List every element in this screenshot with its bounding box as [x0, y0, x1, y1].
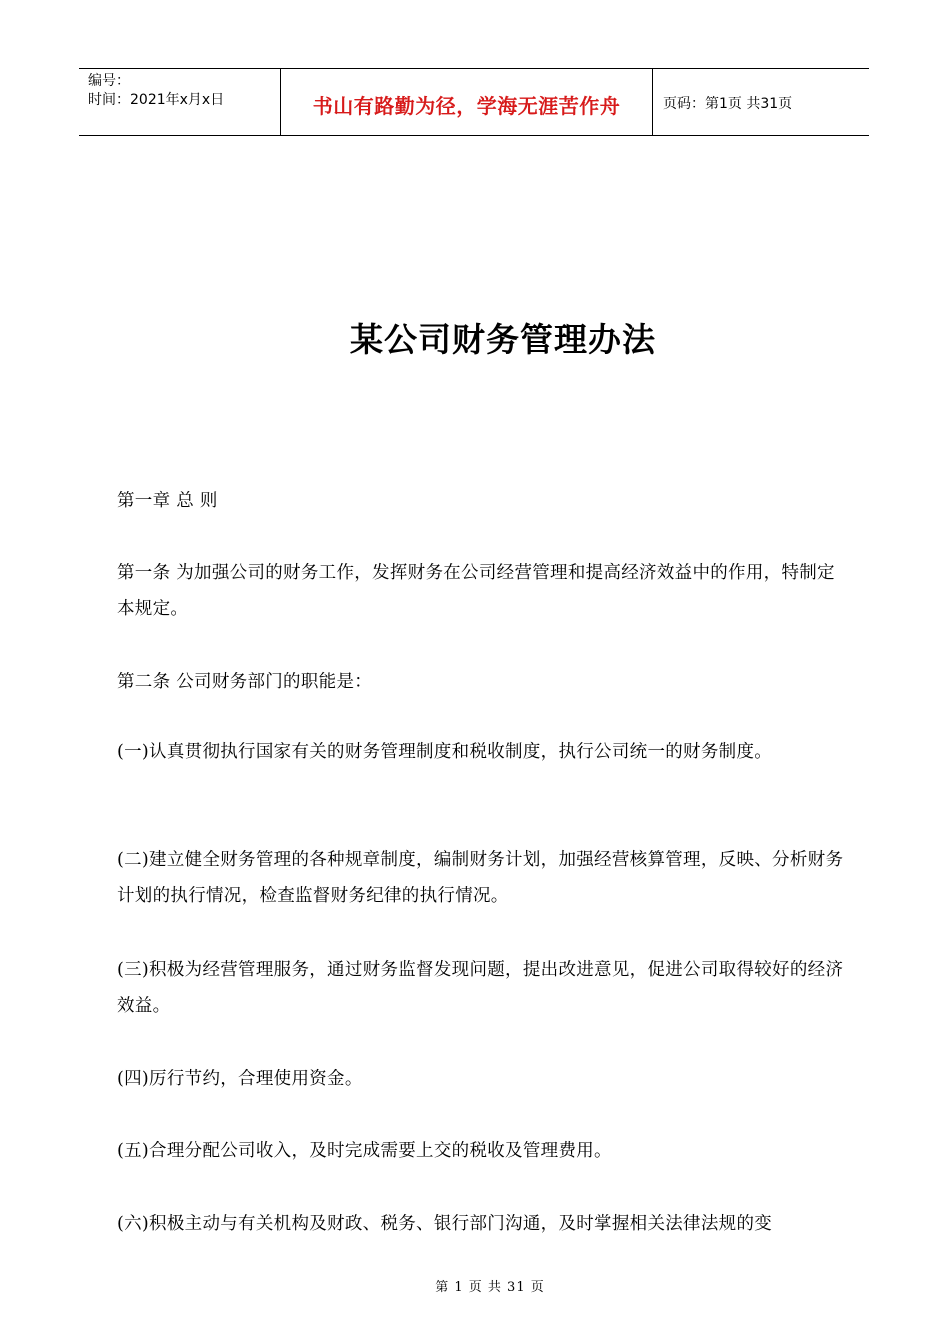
paragraph-item-4: (四)厉行节约，合理使用资金。: [117, 1069, 363, 1089]
paragraph-item-2: (二)建立健全财务管理的各种规章制度，编制财务计划，加强经营核算管理，反映、分析财务计划的执行情况，检查监督财务纪律的执行情况。: [117, 850, 844, 906]
header-page-info: 页码：第1页 共31页: [663, 96, 793, 112]
paragraph-item-1: (一)认真贯彻执行国家有关的财务管理制度和税收制度，执行公司统一的财务制度。: [117, 742, 773, 762]
header-meta: [79, 69, 281, 135]
number-label: 编号：: [88, 73, 130, 89]
chapter-heading: 第一章 总 则: [117, 491, 218, 511]
paragraph-item-3: (三)积极为经营管理服务，通过财务监督发现问题，提出改进意见，促进公司取得较好的经济效益。: [117, 960, 844, 1016]
paragraph-article-2: 第二条 公司财务部门的职能是：: [117, 672, 373, 692]
document-header: [79, 68, 869, 136]
page-footer: 第 1 页 共 31 页: [435, 1280, 545, 1295]
date-label: 时间：2021年x月x日: [88, 92, 225, 108]
paragraph-item-6: (六)积极主动与有关机构及财政、税务、银行部门沟通，及时掌握相关法律法规的变: [117, 1214, 773, 1234]
paragraph-article-1: 第一条 为加强公司的财务工作，发挥财务在公司经营管理和提高经济效益中的作用，特制定本规定。: [117, 563, 835, 619]
header-motto: 书山有路勤为径，学海无涯苦作舟: [281, 69, 653, 135]
paragraph-item-5: (五)合理分配公司收入，及时完成需要上交的税收及管理费用。: [117, 1141, 612, 1161]
document-title: 某公司财务管理办法: [350, 320, 656, 359]
